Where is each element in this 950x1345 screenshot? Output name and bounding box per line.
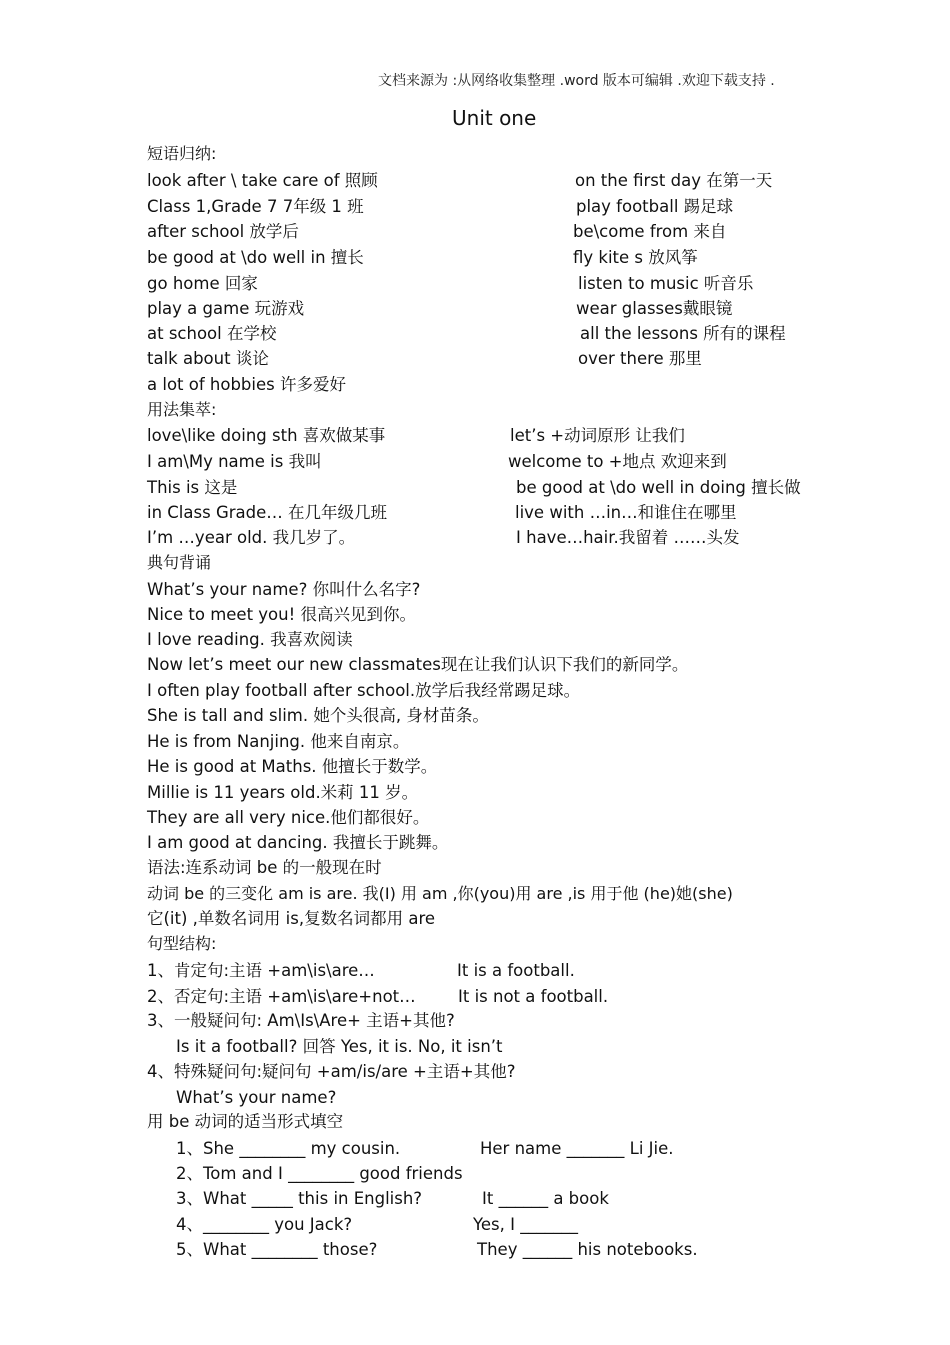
phrase-left: a lot of hobbies 许多爱好 [147, 375, 346, 394]
sentence-item: I am good at dancing. 我擅长于跳舞。 [147, 833, 449, 852]
structure-rule: 1、肯定句:主语 +am\is\are… [147, 961, 375, 980]
usage-right: live with …in…和谁住在哪里 [515, 503, 737, 522]
structure-example: What’s your name? [176, 1088, 337, 1107]
phrase-left: go home 回家 [147, 274, 258, 293]
usage-right: be good at \do well in doing 擅长做 [516, 478, 801, 497]
usage-left: love\like doing sth 喜欢做某事 [147, 426, 386, 445]
usage-right: I have…hair.我留着 ……头发 [516, 528, 740, 547]
usage-left: in Class Grade… 在几年级几班 [147, 503, 387, 522]
grammar-line: 动词 be 的三变化 am is are. 我(I) 用 am ,你(you)用 are ,is 用于他 (he)她(she) [147, 884, 733, 903]
structure-rule: 3、一般疑问句: Am\Is\Are+ 主语+其他? [147, 1011, 455, 1030]
usage-heading: 用法集萃: [147, 400, 217, 419]
structure-rule: 4、特殊疑问句:疑问句 +am/is/are +主语+其他? [147, 1062, 516, 1081]
sentence-item: She is tall and slim. 她个头很高, 身材苗条。 [147, 706, 489, 725]
phrase-left: Class 1,Grade 7 7年级 1 班 [147, 197, 364, 216]
grammar-line: 它(it) ,单数名词用 is,复数名词都用 are [147, 909, 436, 928]
sentence-item: Nice to meet you! 很高兴见到你。 [147, 605, 416, 624]
usage-left: I am\My name is 我叫 [147, 452, 322, 471]
phrases-heading: 短语归纳: [147, 144, 217, 163]
sentence-item: He is good at Maths. 他擅长于数学。 [147, 757, 438, 776]
structure-example: It is a football. [457, 961, 575, 980]
sentence-item: He is from Nanjing. 他来自南京。 [147, 732, 410, 751]
exercise-question: 5、What ________ those? [176, 1240, 378, 1259]
phrase-right: on the first day 在第一天 [575, 171, 773, 190]
exercise-question: They ______ his notebooks. [477, 1240, 698, 1259]
phrase-right: all the lessons 所有的课程 [580, 324, 786, 343]
exercise-question: 3、What _____ this in English? [176, 1189, 423, 1208]
exercise-question: Her name _______ Li Jie. [480, 1139, 674, 1158]
page-header: 文档来源为 :从网络收集整理 .word 版本可编辑 .欢迎下载支持 . [378, 73, 775, 89]
sentence-item: Now let’s meet our new classmates现在让我们认识下我们的新同学。 [147, 655, 689, 674]
phrase-left: talk about 谈论 [147, 349, 269, 368]
phrase-left: look after \ take care of 照顾 [147, 171, 378, 190]
usage-left: This is 这是 [147, 478, 238, 497]
exercise-heading: 用 be 动词的适当形式填空 [147, 1112, 344, 1131]
structure-rule: 2、否定句:主语 +am\is\are+not… [147, 987, 416, 1006]
exercise-question: It ______ a book [482, 1189, 609, 1208]
usage-right: welcome to +地点 欢迎来到 [508, 452, 727, 471]
sentence-item: What’s your name? 你叫什么名字? [147, 580, 421, 599]
sentence-item: They are all very nice.他们都很好。 [147, 808, 430, 827]
phrase-right: listen to music 听音乐 [578, 274, 754, 293]
phrase-right: play football 踢足球 [576, 197, 734, 216]
exercise-question: 4、________ you Jack? [176, 1215, 353, 1234]
usage-left: I’m …year old. 我几岁了。 [147, 528, 356, 547]
structure-example: Is it a football? 回答 Yes, it is. No, it isn’t [176, 1037, 503, 1056]
phrase-right: fly kite s 放风筝 [573, 248, 698, 267]
phrase-left: after school 放学后 [147, 222, 299, 241]
usage-right: let’s +动词原形 让我们 [510, 426, 685, 445]
sentence-item: I love reading. 我喜欢阅读 [147, 630, 353, 649]
phrase-right: be\come from 来自 [573, 222, 727, 241]
structure-example: It is not a football. [458, 987, 609, 1006]
phrase-right: over there 那里 [578, 349, 702, 368]
exercise-question: Yes, I _______ [473, 1215, 578, 1234]
phrase-left: play a game 玩游戏 [147, 299, 305, 318]
sentence-item: Millie is 11 years old.米莉 11 岁。 [147, 783, 419, 802]
phrase-left: be good at \do well in 擅长 [147, 248, 364, 267]
grammar-heading: 语法:连系动词 be 的一般现在时 [147, 858, 382, 877]
phrase-right: wear glasses戴眼镜 [576, 299, 733, 318]
sentences-heading: 典句背诵 [147, 553, 212, 572]
structure-heading: 句型结构: [147, 934, 217, 953]
exercise-question: 2、Tom and I ________ good friends [176, 1164, 463, 1183]
page-title: Unit one [452, 106, 537, 130]
exercise-question: 1、She ________ my cousin. [176, 1139, 401, 1158]
sentence-item: I often play football after school.放学后我经常踢足球。 [147, 681, 581, 700]
phrase-left: at school 在学校 [147, 324, 277, 343]
